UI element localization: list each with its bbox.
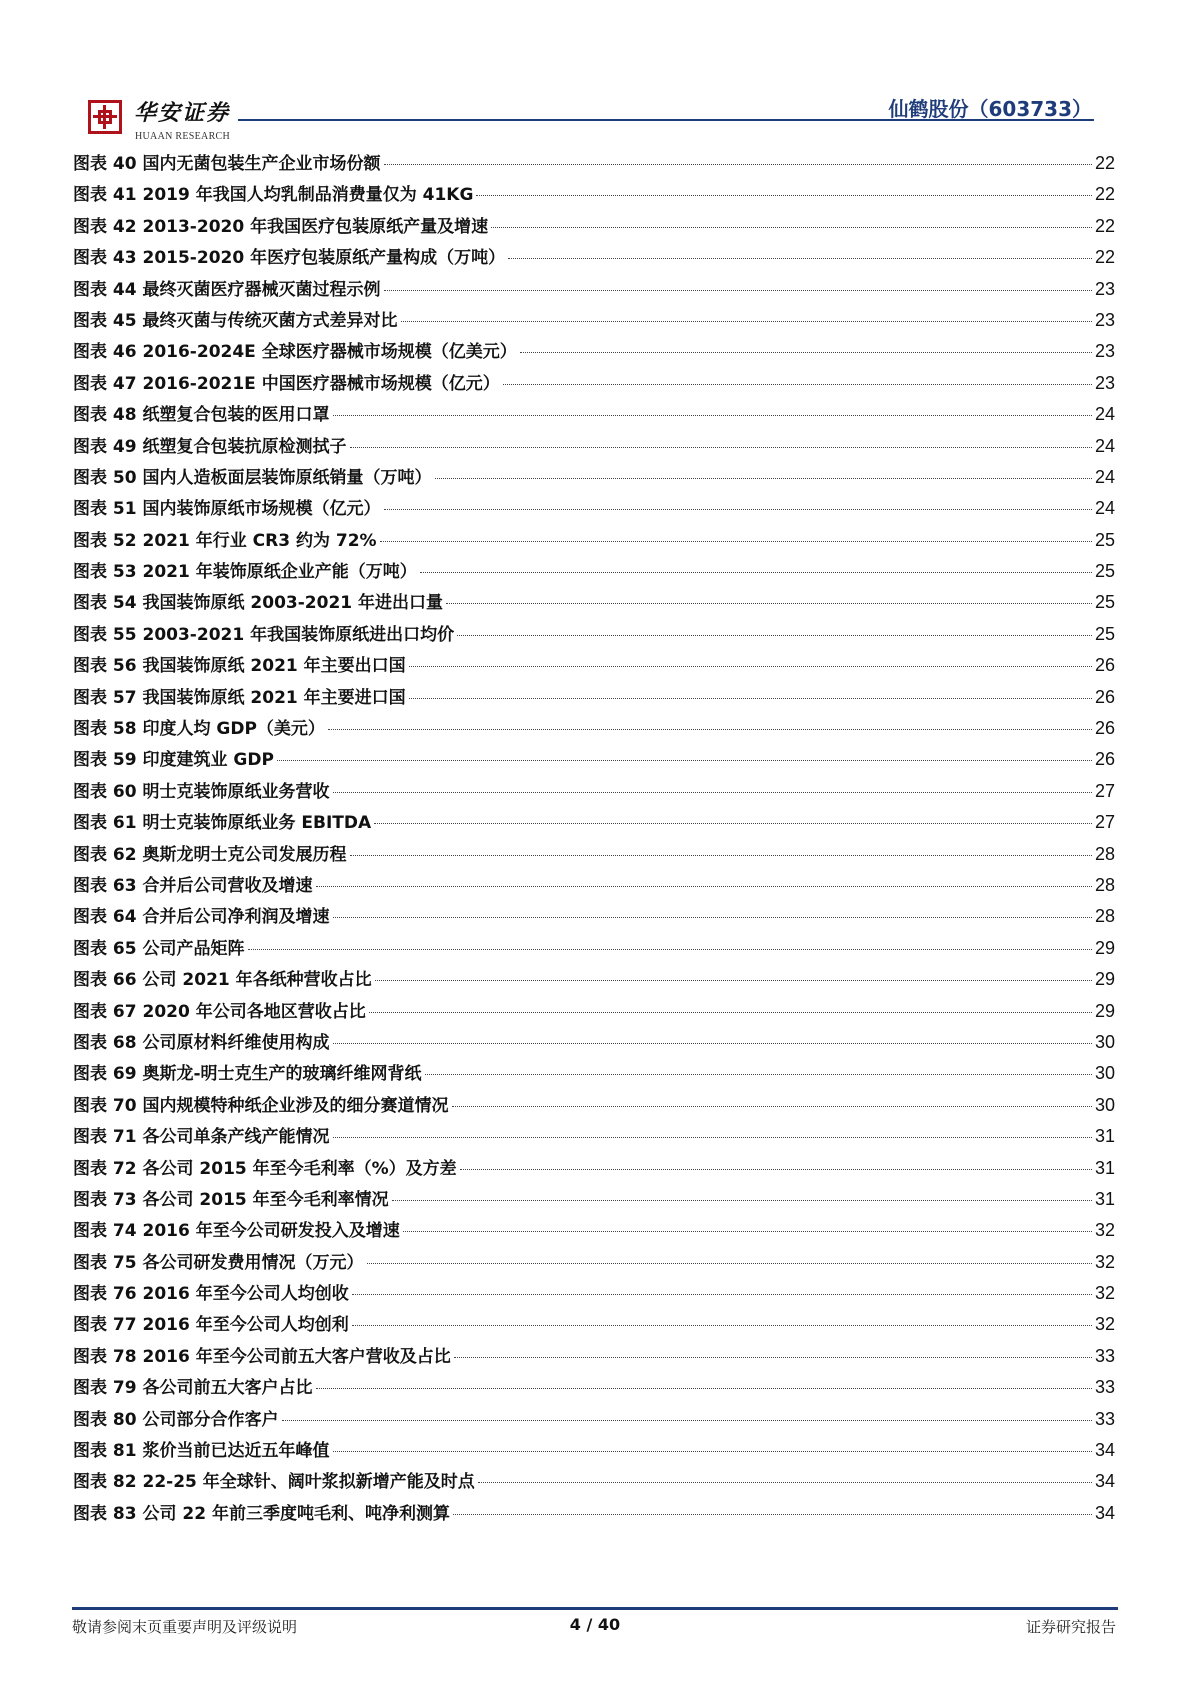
toc-entry-label[interactable]: 图表 62 奥斯龙明士克公司发展历程 <box>73 844 347 865</box>
toc-entry-label[interactable]: 图表 44 最终灭菌医疗器械灭菌过程示例 <box>73 279 381 300</box>
toc-entry-label[interactable]: 图表 56 我国装饰原纸 2021 年主要出口国 <box>73 656 406 677</box>
toc-entry[interactable] <box>73 901 1115 932</box>
toc-dot-leader <box>392 1200 1092 1201</box>
toc-entry-page[interactable]: 22 <box>1094 153 1115 173</box>
toc-entry-page[interactable]: 28 <box>1094 874 1115 895</box>
toc-entry-label[interactable]: 图表 61 明士克装饰原纸业务 EBITDA <box>73 813 372 834</box>
toc-entry-label[interactable]: 图表 65 公司产品矩阵 <box>73 938 245 959</box>
toc-entry-page[interactable]: 32 <box>1094 1283 1115 1304</box>
toc-entry-page[interactable]: 26 <box>1094 749 1115 770</box>
toc-entry[interactable] <box>73 525 1115 556</box>
toc-entry[interactable] <box>73 839 1115 870</box>
toc-entry-label[interactable]: 图表 60 明士克装饰原纸业务营收 <box>73 781 330 802</box>
toc-entry[interactable] <box>73 1121 1115 1152</box>
toc-dot-leader <box>333 1451 1092 1452</box>
toc-entry-page[interactable]: 23 <box>1094 278 1115 299</box>
toc-dot-leader <box>420 572 1092 573</box>
toc-entry-label[interactable]: 图表 52 2021 年行业 CR3 约为 72% <box>73 530 377 551</box>
toc-dot-leader <box>352 1325 1092 1326</box>
toc-entry[interactable] <box>73 1153 1115 1184</box>
toc-entry-page[interactable]: 24 <box>1094 498 1115 519</box>
toc-entry-page[interactable]: 32 <box>1094 1220 1115 1241</box>
toc-entry-label[interactable]: 图表 77 2016 年至今公司人均创利 <box>73 1315 349 1336</box>
toc-entry-label[interactable]: 图表 81 浆价当前已达近五年峰值 <box>73 1441 330 1462</box>
toc-entry[interactable] <box>73 713 1115 744</box>
toc-dot-leader <box>316 886 1092 887</box>
toc-dot-leader <box>435 478 1092 479</box>
toc-entry-label[interactable]: 图表 75 各公司研发费用情况（万元） <box>73 1252 364 1273</box>
toc-entry-label[interactable]: 图表 57 我国装饰原纸 2021 年主要进口国 <box>73 687 406 708</box>
toc-entry-label[interactable]: 图表 48 纸塑复合包装的医用口罩 <box>73 405 330 426</box>
toc-entry-page[interactable]: 29 <box>1094 969 1115 990</box>
toc-entry[interactable] <box>73 336 1115 367</box>
brand-name-cn: 华安证券 <box>134 100 231 126</box>
toc-entry[interactable] <box>73 556 1115 587</box>
toc-dot-leader <box>369 1012 1092 1013</box>
toc-dot-leader <box>403 1231 1092 1232</box>
toc-entry-label[interactable]: 图表 58 印度人均 GDP（美元） <box>73 719 325 740</box>
footer-divider <box>72 1607 1118 1610</box>
toc-entry[interactable] <box>73 1247 1115 1278</box>
toc-entry[interactable] <box>73 650 1115 681</box>
toc-entry[interactable] <box>73 870 1115 901</box>
toc-entry-label[interactable]: 图表 82 22-25 年全球针、阔叶浆拟新增产能及时点 <box>73 1472 475 1493</box>
toc-dot-leader <box>333 415 1092 416</box>
toc-entry[interactable] <box>73 148 1115 179</box>
toc-dot-leader <box>282 1420 1092 1421</box>
toc-entry-page[interactable]: 29 <box>1094 937 1115 958</box>
toc-entry-page[interactable]: 25 <box>1094 623 1115 644</box>
toc-entry-label[interactable]: 图表 66 公司 2021 年各纸种营收占比 <box>73 970 372 991</box>
toc-entry[interactable] <box>73 1058 1115 1089</box>
toc-dot-leader <box>350 855 1092 856</box>
toc-entry[interactable] <box>73 1027 1115 1058</box>
toc-dot-leader <box>350 447 1092 448</box>
toc-dot-leader <box>375 980 1092 981</box>
toc-entry-page[interactable]: 28 <box>1094 906 1115 927</box>
toc-entry[interactable] <box>73 682 1115 713</box>
toc-entry[interactable] <box>73 462 1115 493</box>
toc-entry-page[interactable]: 34 <box>1094 1471 1115 1492</box>
toc-entry[interactable] <box>73 619 1115 650</box>
toc-entry-page[interactable]: 24 <box>1094 435 1115 456</box>
toc-entry-label[interactable]: 图表 51 国内装饰原纸市场规模（亿元） <box>73 499 381 520</box>
toc-entry-page[interactable]: 26 <box>1094 655 1115 676</box>
toc-dot-leader <box>380 541 1092 542</box>
toc-entry[interactable] <box>73 587 1115 618</box>
toc-entry-label[interactable]: 图表 63 合并后公司营收及增速 <box>73 875 313 896</box>
toc-entry-label[interactable]: 图表 74 2016 年至今公司研发投入及增速 <box>73 1221 400 1242</box>
toc-entry[interactable] <box>73 964 1115 995</box>
toc-entry-label[interactable]: 图表 76 2016 年至今公司人均创收 <box>73 1284 349 1305</box>
toc-dot-leader <box>446 603 1092 604</box>
toc-entry[interactable] <box>73 1435 1115 1466</box>
toc-entry-page[interactable]: 22 <box>1094 247 1115 268</box>
toc-dot-leader <box>401 321 1092 322</box>
toc-dot-leader <box>328 729 1092 730</box>
toc-dot-leader <box>333 792 1092 793</box>
toc-dot-leader <box>476 195 1092 196</box>
toc-entry-page[interactable]: 23 <box>1094 341 1115 362</box>
toc-dot-leader <box>453 1514 1092 1515</box>
toc-entry-page[interactable]: 31 <box>1094 1188 1115 1209</box>
toc-entry[interactable] <box>73 1309 1115 1340</box>
toc-entry-label[interactable]: 图表 78 2016 年至今公司前五大客户营收及占比 <box>73 1346 451 1367</box>
toc-entry[interactable] <box>73 776 1115 807</box>
toc-entry-label[interactable]: 图表 79 各公司前五大客户占比 <box>73 1378 313 1399</box>
footer-report-type: 证券研究报告 <box>1025 1618 1116 1636</box>
toc-dot-leader <box>409 698 1092 699</box>
toc-entry-page[interactable]: 34 <box>1094 1502 1115 1523</box>
toc-entry-label[interactable]: 图表 49 纸塑复合包装抗原检测拭子 <box>73 436 347 457</box>
toc-entry-page[interactable]: 23 <box>1094 372 1115 393</box>
toc-entry[interactable] <box>73 933 1115 964</box>
toc-entry[interactable] <box>73 1184 1115 1215</box>
toc-entry-page[interactable]: 26 <box>1094 718 1115 739</box>
toc-entry-page[interactable]: 25 <box>1094 529 1115 550</box>
toc-dot-leader <box>333 1043 1092 1044</box>
toc-dot-leader <box>520 352 1092 353</box>
toc-entry[interactable] <box>73 305 1115 336</box>
toc-dot-leader <box>454 1357 1092 1358</box>
toc-entry-label[interactable]: 图表 64 合并后公司净利润及增速 <box>73 907 330 928</box>
toc-entry[interactable] <box>73 744 1115 775</box>
toc-entry-page[interactable]: 24 <box>1094 466 1115 487</box>
toc-entry-label[interactable]: 图表 73 各公司 2015 年至今毛利率情况 <box>73 1189 389 1210</box>
toc-entry-page[interactable]: 25 <box>1094 561 1115 582</box>
toc-entry[interactable] <box>73 274 1115 305</box>
toc-dot-leader <box>409 666 1092 667</box>
toc-entry-page[interactable]: 22 <box>1094 184 1115 205</box>
toc-entry-label[interactable]: 图表 80 公司部分合作客户 <box>73 1409 279 1430</box>
toc-dot-leader <box>460 1169 1092 1170</box>
toc-entry-label[interactable]: 图表 46 2016-2024E 全球医疗器械市场规模（亿美元） <box>73 342 517 363</box>
toc-entry-page[interactable]: 34 <box>1094 1440 1115 1461</box>
toc-entry[interactable] <box>73 1466 1115 1497</box>
toc-entry-label[interactable]: 图表 59 印度建筑业 GDP <box>73 750 274 771</box>
toc-entry[interactable] <box>73 1215 1115 1246</box>
toc-entry-page[interactable]: 31 <box>1094 1157 1115 1178</box>
toc-entry-label[interactable]: 图表 70 国内规模特种纸企业涉及的细分赛道情况 <box>73 1095 449 1116</box>
toc-entry-label[interactable]: 图表 71 各公司单条产线产能情况 <box>73 1127 330 1148</box>
toc-entry[interactable] <box>73 211 1115 242</box>
toc-entry[interactable] <box>73 368 1115 399</box>
toc-dot-leader <box>277 760 1092 761</box>
footer-disclaimer: 敬请参阅末页重要声明及评级说明 <box>72 1618 298 1636</box>
toc-entry-label[interactable]: 图表 54 我国装饰原纸 2003-2021 年进出口量 <box>73 593 444 614</box>
toc-dot-leader <box>478 1482 1092 1483</box>
toc-entry[interactable] <box>73 493 1115 524</box>
toc-entry-label[interactable]: 图表 45 最终灭菌与传统灭菌方式差异对比 <box>73 310 398 331</box>
toc-dot-leader <box>457 635 1092 636</box>
toc-entry[interactable] <box>73 996 1115 1027</box>
toc-entry-label[interactable]: 图表 41 2019 年我国人均乳制品消费量仅为 41KG <box>73 185 474 206</box>
toc-entry[interactable] <box>73 1341 1115 1372</box>
toc-dot-leader <box>333 917 1092 918</box>
toc-entry-page[interactable]: 30 <box>1094 1063 1115 1084</box>
toc-entry-page[interactable]: 29 <box>1094 1000 1115 1021</box>
toc-entry-label[interactable]: 图表 68 公司原材料纤维使用构成 <box>73 1032 330 1053</box>
toc-entry-label[interactable]: 图表 47 2016-2021E 中国医疗器械市场规模（亿元） <box>73 373 500 394</box>
toc-entry[interactable] <box>73 399 1115 430</box>
toc-entry[interactable] <box>73 807 1115 838</box>
toc-dot-leader <box>508 258 1092 259</box>
toc-entry-page[interactable]: 31 <box>1094 1126 1115 1147</box>
toc-entry-page[interactable]: 28 <box>1094 843 1115 864</box>
page-header <box>0 0 1190 140</box>
toc-dot-leader <box>352 1294 1092 1295</box>
toc-dot-leader <box>374 823 1092 824</box>
page-indicator: 4 / 40 <box>569 1615 621 1634</box>
toc-entry-page[interactable]: 30 <box>1094 1094 1115 1115</box>
toc-entry-page[interactable]: 26 <box>1094 686 1115 707</box>
toc-entry[interactable] <box>73 1372 1115 1403</box>
stock-title: 仙鹤股份（603733） <box>888 97 1092 121</box>
toc-dot-leader <box>425 1074 1092 1075</box>
toc-entry-page[interactable]: 33 <box>1094 1345 1115 1366</box>
toc-entry-label[interactable]: 图表 42 2013-2020 年我国医疗包装原纸产量及增速 <box>73 216 489 237</box>
toc-entry-label[interactable]: 图表 83 公司 22 年前三季度吨毛利、吨净利测算 <box>73 1503 450 1524</box>
toc-entry-page[interactable]: 33 <box>1094 1408 1115 1429</box>
toc-dot-leader <box>503 384 1092 385</box>
toc-entry-label[interactable]: 图表 53 2021 年装饰原纸企业产能（万吨） <box>73 562 417 583</box>
toc-entry-label[interactable]: 图表 72 各公司 2015 年至今毛利率（%）及方差 <box>73 1158 457 1179</box>
toc-dot-leader <box>452 1106 1092 1107</box>
toc-dot-leader <box>248 949 1092 950</box>
toc-entry[interactable] <box>73 1498 1115 1529</box>
toc-dot-leader <box>491 227 1092 228</box>
huaan-logo-icon <box>88 100 122 134</box>
toc-entry-page[interactable]: 32 <box>1094 1314 1115 1335</box>
toc-entry-page[interactable]: 25 <box>1094 592 1115 613</box>
toc-entry-label[interactable]: 图表 55 2003-2021 年我国装饰原纸进出口均价 <box>73 624 455 645</box>
brand-name-en: HUAAN RESEARCH <box>135 131 231 142</box>
toc-dot-leader <box>384 290 1092 291</box>
toc-entry[interactable] <box>73 242 1115 273</box>
toc-entry[interactable] <box>73 1090 1115 1121</box>
toc-entry-label[interactable]: 图表 40 国内无菌包装生产企业市场份额 <box>73 154 381 174</box>
toc-dot-leader <box>384 509 1092 510</box>
toc-entry[interactable] <box>73 179 1115 210</box>
toc-entry-label[interactable]: 图表 50 国内人造板面层装饰原纸销量（万吨） <box>73 467 432 488</box>
toc-entry[interactable] <box>73 1278 1115 1309</box>
table-of-figures <box>73 148 1115 1529</box>
toc-entry[interactable] <box>73 431 1115 462</box>
toc-entry-page[interactable]: 33 <box>1094 1377 1115 1398</box>
toc-entry[interactable] <box>73 1404 1115 1435</box>
toc-entry-page[interactable]: 27 <box>1094 812 1115 833</box>
toc-entry-page[interactable]: 32 <box>1094 1251 1115 1272</box>
toc-entry-page[interactable]: 23 <box>1094 309 1115 330</box>
toc-dot-leader <box>367 1263 1092 1264</box>
toc-dot-leader <box>316 1388 1092 1389</box>
toc-entry-label[interactable]: 图表 67 2020 年公司各地区营收占比 <box>73 1001 366 1022</box>
toc-dot-leader <box>384 164 1092 165</box>
toc-entry-label[interactable]: 图表 43 2015-2020 年医疗包装原纸产量构成（万吨） <box>73 248 506 269</box>
toc-entry-page[interactable]: 24 <box>1094 404 1115 425</box>
toc-entry-page[interactable]: 30 <box>1094 1031 1115 1052</box>
toc-entry-label[interactable]: 图表 69 奥斯龙-明士克生产的玻璃纤维网背纸 <box>73 1064 422 1085</box>
toc-dot-leader <box>333 1137 1092 1138</box>
toc-entry-page[interactable]: 22 <box>1094 215 1115 236</box>
toc-entry-page[interactable]: 27 <box>1094 780 1115 801</box>
